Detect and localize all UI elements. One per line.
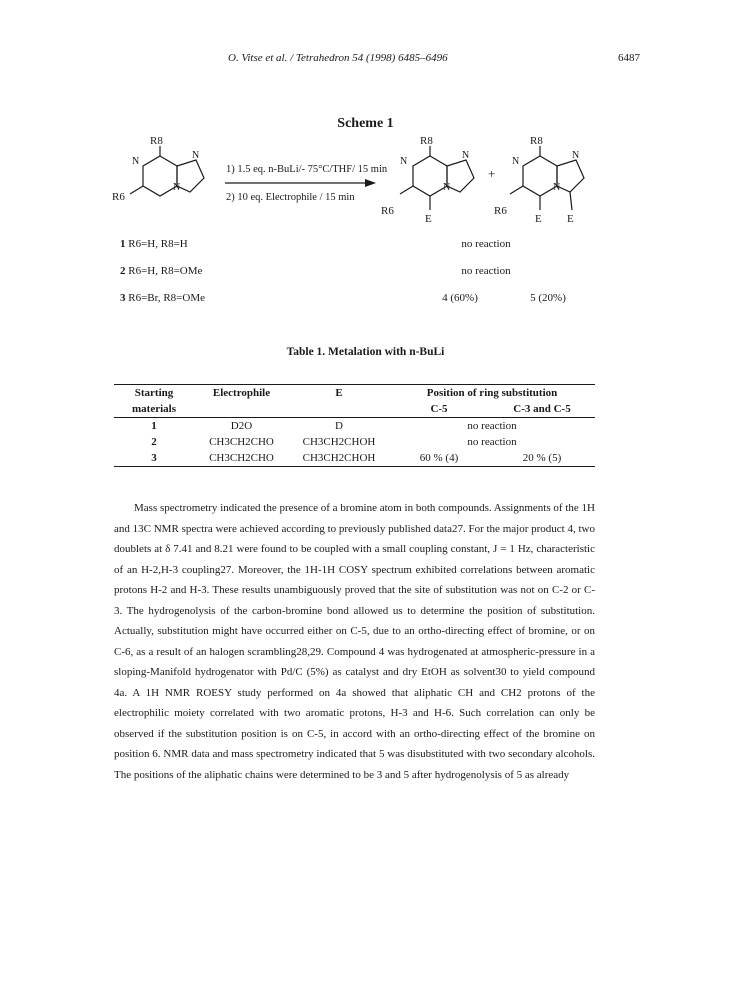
plus-sign: + [488,166,496,181]
reactant-n4-label: N [173,182,181,193]
product-5-r8-label: R8 [530,135,543,147]
conditions-line-2: 2) 10 eq. Electrophile / 15 min [226,192,355,203]
product-4-n1-label: N [462,150,470,161]
product-4-n4-label: N [443,182,451,193]
compound-2-row [120,265,202,277]
compound-2-number: 2 [120,265,126,277]
body-paragraph [114,498,595,785]
row-1-electrophile: D2O [230,420,253,432]
compound-3-label: R6=Br, R8=OMe [128,292,205,304]
col-header-position: Position of ring substitution [426,387,558,399]
reaction-scheme [100,134,620,234]
row-1-result: no reaction [467,420,517,432]
row-1-e: D [335,420,343,432]
table-row [114,434,595,450]
product-4-e-label: E [425,213,432,225]
metalation-table [114,384,595,467]
product-5-n1-label: N [572,150,580,161]
reactant-r8-label: R8 [150,135,163,147]
table-row [114,450,595,467]
row-3-electrophile: CH3CH2CHO [209,452,274,464]
col-header-materials: materials [132,403,176,415]
product-4-yield: 4 (60%) [442,292,478,304]
row-2-electrophile: CH3CH2CHO [209,436,274,448]
reactant-n1-label: N [192,150,200,161]
product-4-n7-label: N [400,156,408,167]
compound-2-label: R6=H, R8=OMe [128,265,203,277]
product-4-r6-label: R6 [381,205,394,217]
compound-2-result: no reaction [461,265,511,277]
body-text: Mass spectrometry indicated the presence of a bromine atom in both compounds. Assignments of the 1H and 13C NMR spectra were achieved according to previously published data27. For the major product 4, two doublets at δ 7.41 and 8.21 were found to be coupled with a small coupling constant, J = 1 Hz, characteristic of an H-2,H-3 coupling27. Moreover, the 1H-1H COSY spectrum exhibited correlations between aromatic protons H-2 and H-3. These results unambiguously proved that the site of substitution was not on C-2 or C-3. The hydrogenolysis of the carbon-bromine bond allowed us to determine the position of substitution. Actually, substitution might have occurred either on C-5, due to an ortho-directing effect of bromine, or on C-6, as a result of an halogen scrambling28,29. Compound 4 was hydrogenated at atmospheric-pressure in a sloping-Manifold hydrogenator with Pd/C (5%) as catalyst and dry EtOH as solvent30 to yield compound 4a. A 1H NMR ROESY study performed on 4a showed that aliphatic CH and CH2 protons of the electrophilic moiety correlated with two aromatic protons, H-3 and H-6. Such correlation can only be observed if the substitution position is on C-5, in accord with an ortho-directing effect of the bromine on position 6. NMR data and mass spectrometry indicated that 5 was disubstituted with two secondary alcohols. The positions of the aliphatic chains were determined to be 3 and 5 after hydrogenolysis of 5 as already [114,502,595,781]
product-5-n7-label: N [512,156,520,167]
product-5-n4-label: N [553,182,561,193]
col-header-starting: Starting [134,387,174,399]
table-row [114,418,595,435]
row-2-e: CH3CH2CHOH [302,436,376,448]
row-3-c3c5: 20 % (5) [522,452,562,464]
product-5-yield: 5 (20%) [530,292,566,304]
compound-3-row [120,292,205,304]
reactant-r6-label: R6 [112,191,125,203]
col-header-e: E [335,387,343,399]
product-5-e5-label: E [535,213,542,225]
row-2-material: 2 [151,436,157,448]
product-5-r6-label: R6 [494,205,507,217]
compound-1-number: 1 [120,238,126,250]
compound-1-row [120,238,188,250]
running-header: O. Vitse et al. / Tetrahedron 54 (1998) 6485–6496 [228,52,448,64]
product-4-r8-label: R8 [420,135,433,147]
scheme-title: Scheme 1 [337,116,394,131]
compound-1-result: no reaction [461,238,511,250]
row-3-c5: 60 % (4) [419,452,459,464]
product-5-e3-label: E [567,213,574,225]
compound-1-label: R6=H, R8=H [128,238,188,250]
row-1-material: 1 [151,420,157,432]
page-number: 6487 [618,52,640,64]
col-header-c3c5: C-3 and C-5 [513,403,571,415]
row-2-result: no reaction [467,436,517,448]
conditions-line-1: 1) 1.5 eq. n-BuLi/- 75°C/THF/ 15 min [226,164,388,175]
row-3-e: CH3CH2CHOH [302,452,376,464]
reactant-n7-label: N [132,156,140,167]
row-3-material: 3 [151,452,157,464]
col-header-electrophile: Electrophile [212,387,271,399]
col-header-c5: C-5 [430,403,448,415]
compound-3-number: 3 [120,292,126,304]
table-caption: Table 1. Metalation with n-BuLi [286,346,445,358]
